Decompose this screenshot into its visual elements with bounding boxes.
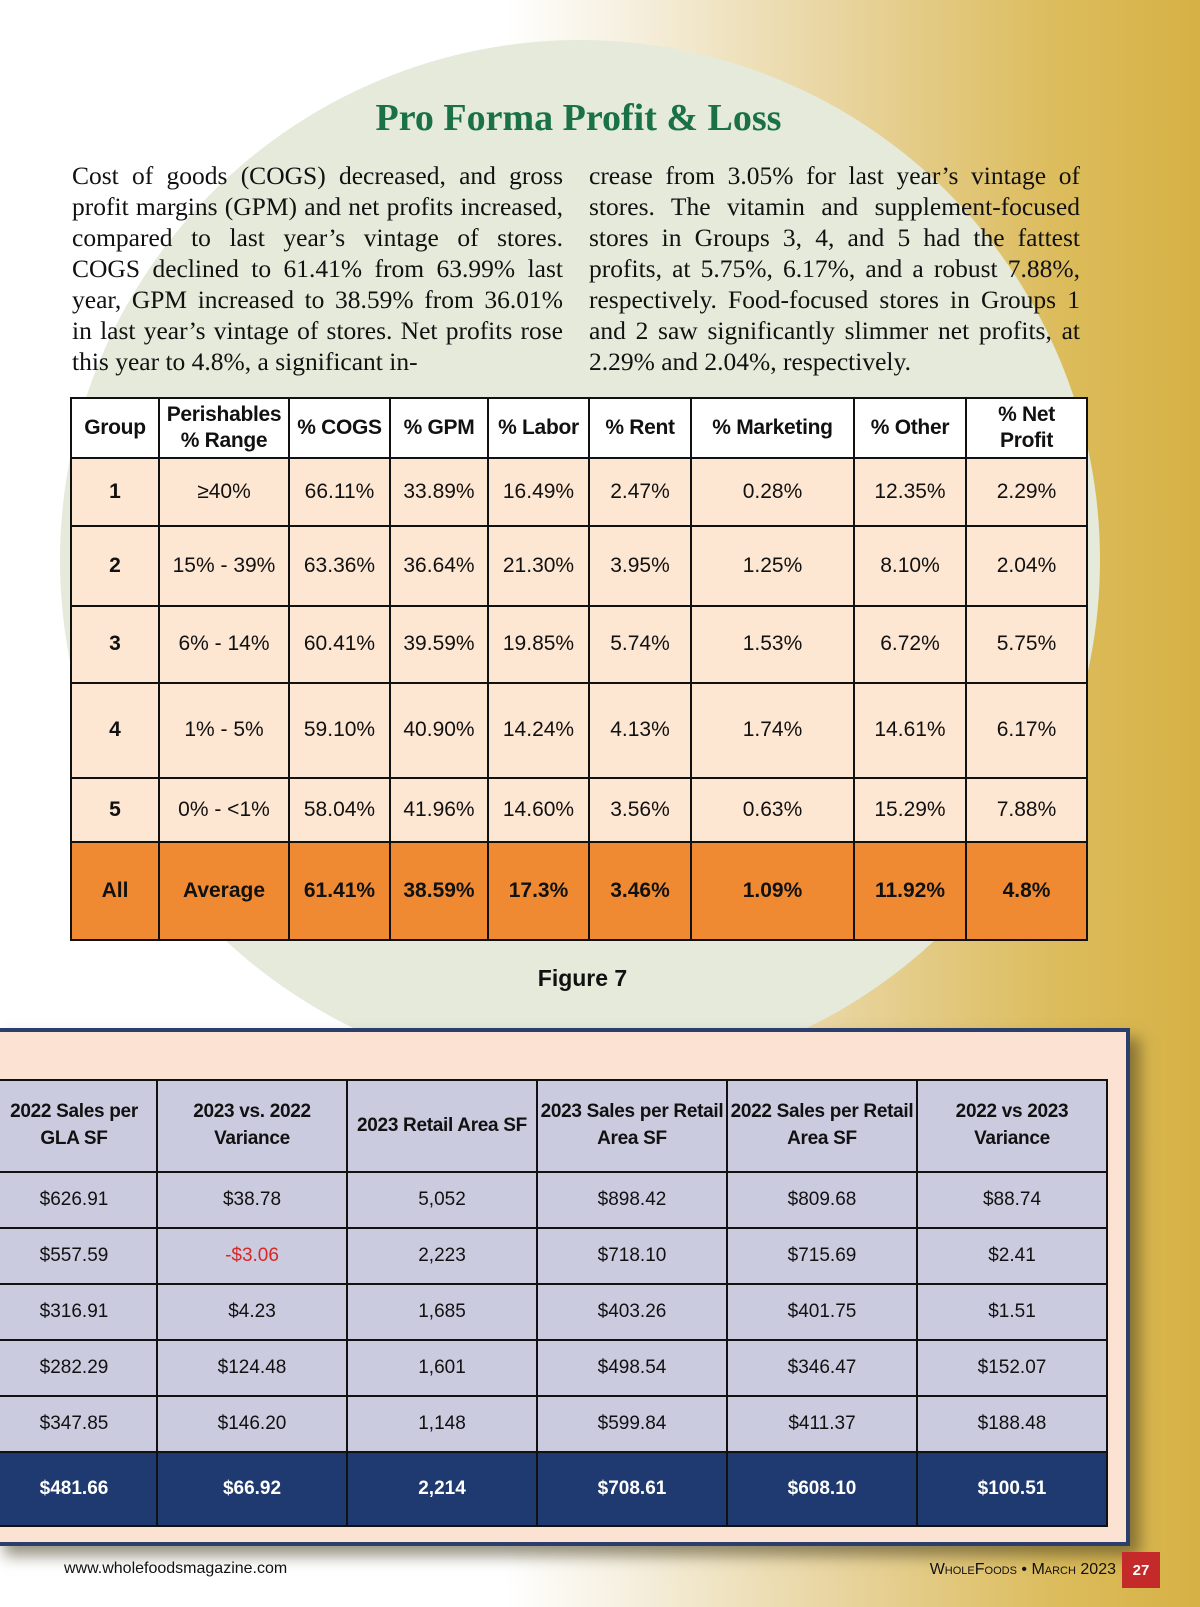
column-header: % Other	[854, 398, 966, 458]
table-cell: $401.75	[727, 1284, 917, 1340]
table-cell: $715.69	[727, 1228, 917, 1284]
footer-url[interactable]: www.wholefoodsmagazine.com	[64, 1560, 288, 1577]
table-cell: $152.07	[917, 1340, 1107, 1396]
table-cell: 2,214	[347, 1452, 537, 1526]
table-cell: $411.37	[727, 1396, 917, 1452]
column-header: 2023 Sales per Retail Area SF	[537, 1080, 727, 1172]
table-cell: $124.48	[157, 1340, 347, 1396]
table-cell: 17.3%	[488, 842, 589, 940]
table-cell: 1.53%	[691, 606, 854, 683]
table-cell: 60.41%	[289, 606, 390, 683]
column-header: 2023 vs. 2022 Variance	[157, 1080, 347, 1172]
table-cell: $809.68	[727, 1172, 917, 1228]
table-cell: $557.59	[0, 1228, 157, 1284]
table-cell: ≥40%	[159, 458, 289, 526]
table-cell: $146.20	[157, 1396, 347, 1452]
table-row	[71, 526, 1087, 606]
table-cell: $498.54	[537, 1340, 727, 1396]
table-cell: 1,601	[347, 1340, 537, 1396]
table-cell: 14.24%	[488, 683, 589, 778]
table-cell: 2.29%	[966, 458, 1087, 526]
table-cell: $403.26	[537, 1284, 727, 1340]
table-row	[71, 778, 1087, 842]
table-cell: 15% - 39%	[159, 526, 289, 606]
table-cell: 3.95%	[589, 526, 691, 606]
table-cell: 41.96%	[390, 778, 488, 842]
page-number: 27	[1122, 1552, 1160, 1588]
average-row	[71, 842, 1087, 940]
table-cell: 4.8%	[966, 842, 1087, 940]
table-cell: Average	[159, 842, 289, 940]
table-cell: 0.28%	[691, 458, 854, 526]
article-column-1: Cost of goods (COGS) decreased, and gross profit margins (GPM) and net profits increased, compared to last year’s vintage of stores. COGS declined to 61.41% from 63.99% last year, GPM increased to 38.59% from 36.01% in last year’s vintage of stores. Net profits rose this year to 4.8%, a significant in-	[72, 161, 563, 376]
table-cell: $708.61	[537, 1452, 727, 1526]
table-cell: $626.91	[0, 1172, 157, 1228]
column-header: 2022 Sales per GLA SF	[0, 1080, 157, 1172]
table-cell: $2.41	[917, 1228, 1107, 1284]
table-cell: $316.91	[0, 1284, 157, 1340]
table-row	[71, 458, 1087, 526]
table-cell: 66.11%	[289, 458, 390, 526]
table-cell: 1% - 5%	[159, 683, 289, 778]
table-cell: 5,052	[347, 1172, 537, 1228]
profit-loss-table	[70, 397, 1088, 941]
table-cell: 58.04%	[289, 778, 390, 842]
table-cell: 2.04%	[966, 526, 1087, 606]
table-cell: 19.85%	[488, 606, 589, 683]
table-cell: $4.23	[157, 1284, 347, 1340]
table-cell: 5.75%	[966, 606, 1087, 683]
table-row	[0, 1228, 1107, 1284]
table-cell: 3.46%	[589, 842, 691, 940]
table-cell: $347.85	[0, 1396, 157, 1452]
table-cell: 21.30%	[488, 526, 589, 606]
table-cell: 2	[71, 526, 159, 606]
table-cell: 1.25%	[691, 526, 854, 606]
column-header: % Rent	[589, 398, 691, 458]
table-cell: 6.72%	[854, 606, 966, 683]
table-cell: 0% - <1%	[159, 778, 289, 842]
table-cell: 2.47%	[589, 458, 691, 526]
table-cell: $718.10	[537, 1228, 727, 1284]
table-cell: $188.48	[917, 1396, 1107, 1452]
column-header: Perishables % Range	[159, 398, 289, 458]
column-header: Group	[71, 398, 159, 458]
table-cell: $282.29	[0, 1340, 157, 1396]
negative-value-cell: -$3.06	[157, 1228, 347, 1284]
table-cell: $100.51	[917, 1452, 1107, 1526]
table-cell: 38.59%	[390, 842, 488, 940]
table-cell: 16.49%	[488, 458, 589, 526]
table-row	[0, 1340, 1107, 1396]
column-header: 2022 vs 2023 Variance	[917, 1080, 1107, 1172]
column-header: 2023 Retail Area SF	[347, 1080, 537, 1172]
footer-publication-line	[930, 1561, 1116, 1579]
table-row	[0, 1172, 1107, 1228]
table-cell: 33.89%	[390, 458, 488, 526]
figure-caption: Figure 7	[537, 965, 628, 991]
footer-issue	[930, 1552, 1160, 1588]
table-cell: 63.36%	[289, 526, 390, 606]
table-cell: 40.90%	[390, 683, 488, 778]
table-cell: 61.41%	[289, 842, 390, 940]
issue-date: March 2023	[1031, 1561, 1116, 1578]
table-cell: 1.09%	[691, 842, 854, 940]
column-header: % Net Profit	[966, 398, 1087, 458]
table-cell: $38.78	[157, 1172, 347, 1228]
page-title: Pro Forma Profit & Loss	[375, 97, 782, 139]
publication-name: WholeFoods	[929, 1561, 1017, 1578]
table-header-row	[71, 398, 1087, 458]
table-row	[0, 1396, 1107, 1452]
table-cell: 12.35%	[854, 458, 966, 526]
table-cell: $66.92	[157, 1452, 347, 1526]
total-row	[0, 1452, 1107, 1526]
table-cell: $1.51	[917, 1284, 1107, 1340]
table-cell: 6% - 14%	[159, 606, 289, 683]
table-cell: 4.13%	[589, 683, 691, 778]
table-cell: 3.56%	[589, 778, 691, 842]
table-cell: 14.61%	[854, 683, 966, 778]
table-cell: 5.74%	[589, 606, 691, 683]
table-cell: All	[71, 842, 159, 940]
table-cell: 3	[71, 606, 159, 683]
column-header: % COGS	[289, 398, 390, 458]
sales-table	[0, 1079, 1108, 1527]
table-cell: 1	[71, 458, 159, 526]
table-cell: 1,148	[347, 1396, 537, 1452]
table-cell: 5	[71, 778, 159, 842]
table-cell: 1.74%	[691, 683, 854, 778]
table-cell: $88.74	[917, 1172, 1107, 1228]
table-cell: 39.59%	[390, 606, 488, 683]
table-row	[0, 1284, 1107, 1340]
table-cell: 0.63%	[691, 778, 854, 842]
table-cell: 6.17%	[966, 683, 1087, 778]
table-row	[71, 606, 1087, 683]
column-header: 2022 Sales per Retail Area SF	[727, 1080, 917, 1172]
table-cell: $481.66	[0, 1452, 157, 1526]
table-header-row	[0, 1080, 1107, 1172]
table-cell: 36.64%	[390, 526, 488, 606]
table-row	[71, 683, 1087, 778]
table-cell: 7.88%	[966, 778, 1087, 842]
table-cell: $898.42	[537, 1172, 727, 1228]
table-cell: 2,223	[347, 1228, 537, 1284]
table-cell: 15.29%	[854, 778, 966, 842]
footer-separator: •	[1021, 1561, 1027, 1578]
table-cell: 4	[71, 683, 159, 778]
column-header: % Marketing	[691, 398, 854, 458]
table-cell: $599.84	[537, 1396, 727, 1452]
article-body	[72, 160, 1080, 377]
table-cell: 11.92%	[854, 842, 966, 940]
table-cell: 8.10%	[854, 526, 966, 606]
table-cell: $608.10	[727, 1452, 917, 1526]
table-cell: $346.47	[727, 1340, 917, 1396]
column-header: % GPM	[390, 398, 488, 458]
table-cell: 1,685	[347, 1284, 537, 1340]
table-cell: 14.60%	[488, 778, 589, 842]
table-cell: 59.10%	[289, 683, 390, 778]
column-header: % Labor	[488, 398, 589, 458]
article-column-2: crease from 3.05% for last year’s vintage of stores. The vitamin and supplement-focused stores in Groups 3, 4, and 5 had the fattest profits, at 5.75%, 6.17%, and a robust 7.88%, respectively. Food-focused stores in Groups 1 and 2 saw significantly slimmer net profits, at 2.29% and 2.04%, respectively.	[589, 161, 1080, 376]
